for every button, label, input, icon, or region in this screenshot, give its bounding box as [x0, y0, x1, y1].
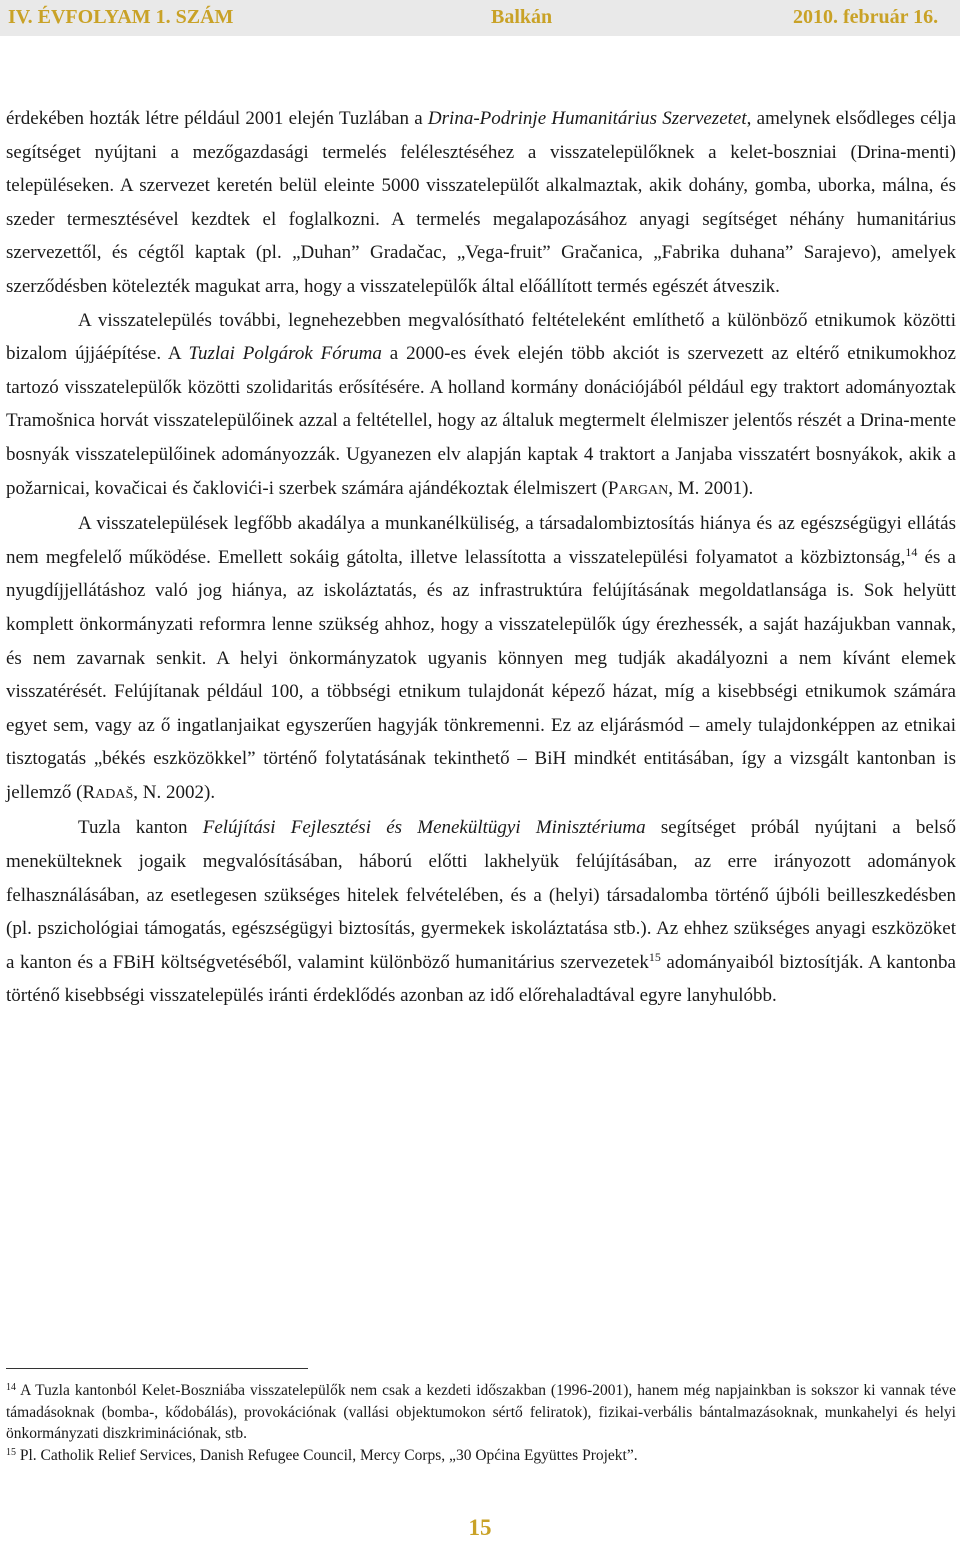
body-text [6, 102, 956, 1013]
header-journal: Balkán [491, 6, 553, 28]
header-date: 2010. február 16. [793, 6, 939, 28]
paragraph-3: A visszatelepülések legfőbb akadálya a munkanélküliség, a társadalombiztosítás hiánya és az egészségügyi ellátás nem megfelelő működése. Emellett sokáig gátolta, illetve lelassította a visszatelepülési folyamatot a közbiztonság,$^{14}$ és a nyugdíjjellátáshoz való jog hiánya, az iskoláztatás, és az infrastruktúra felújításának megoldatlansága is. Sok helyütt komplett önkormányzati reformra lenne szükség ahhoz, hogy a visszatelepülők úgy érezhessék, a saját hazájukban vannak, és nem zavarnak senkit. A helyi önkormányzatok ugyanis könnyen meg tudják akadályozni a nem kívánt elemek visszatérését. Felújítanak például 100, a többségi etnikum tulajdonát képező házat, míg a kisebbségi etnikumok számára egyet sem, vagy az ő ingatlanjaikat egyszerűen hagyják tönkremenni. Ez az eljárásmód – amely tulajdonképpen az etnikai tisztogatás „békés eszközökkel” történő folytatásának tekinthető – BiH mindkét entitásában, így a vizsgált kantonban is jellemző (RADAŠ, N. 2002). [6, 513, 956, 803]
emphasis: Tuzlai Polgárok Fóruma [188, 343, 382, 365]
page-number: 15 [468, 1515, 492, 1540]
footnotes [6, 1380, 956, 1466]
emphasis: Felújítási Fejlesztési és Menekültügyi Minisztériuma [202, 817, 646, 839]
paragraph-2: A visszatelepülés további, legnehezebben megvalósítható feltételeként említhető a különböző etnikumok közötti bizalom újjáépítése. A Tuzlai Polgárok Fóruma a 2000-es évek elején több akciót is szervezett az eltérő etnikumokhoz tartozó visszatelepülők közötti szolidaritás erősítésére. A holland kormány donációjából például egy traktort adományoztak Tramošnica horvát visszatelepülőinek azzal a feltétellel, hogy az általuk megtermelt élelmiszer jelentős részét a Drina-mente bosnyák visszatelepülőinek adományozzák. Ugyanezen elv alapján kaptak 4 traktort a Janjaba visszatért bosnyákok, akik a požarnicai, kovačicai és čaklovići-i szerbek számára ajándékoztak élelmiszert (PARGAN, M. 2001). [6, 309, 956, 499]
footnote-ref-14[interactable]: 14 [905, 544, 918, 559]
footnote-14: $^{14}$ A Tuzla kantonból Kelet-Boszniába visszatelepülők nem csak a kezdeti időszakban (1996-2001), hanem még napjainkban is sokszor ki vannak téve támadásoknak (bomba-, kődobálás), provokációnak (vallási objektumokon sértő feliratok), fizikai-verbális bántalmazásoknak, munkahelyi és helyi önkormányzati diszkriminációnak, stb. [6, 1382, 956, 1442]
paragraph-1: érdekében hozták létre például 2001 elején Tuzlában a Drina-Podrinje Humanitárius Szervezetet, amelynek elsődleges célja segítséget nyújtani a mezőgazdasági termelés felélesztéséhez a visszatelepülőknek a kelet-boszniai (Drina-menti) településeken. A szervezet keretén belül eleinte 5000 visszatelepülőt alkalmaztak, akik dohány, gomba, uborka, málna, és szeder termesztésével kezdtek el foglalkozni. A termelés megalapozásához anyagi segítséget néhány humanitárius szervezettől, és cégtől kaptak (pl. „Duhan” Gradačac, „Vega-fruit” Gračanica, „Fabrika duhana” Sarajevo), amelyek szerződésben kötelezték magukat arra, hogy a visszatelepülők által előállított termés egészét átveszik. [6, 108, 957, 297]
header-volume: IV. ÉVFOLYAM 1. SZÁM [8, 6, 234, 28]
running-header [0, 0, 960, 36]
footnote-ref-15[interactable]: 15 [648, 949, 661, 964]
footnote-15: $^{15}$ Pl. Catholik Relief Services, Danish Refugee Council, Mercy Corps, „30 Općina Együttes Projekt”. [6, 1446, 638, 1464]
emphasis: Drina-Podrinje Humanitárius Szervezetet [427, 108, 747, 129]
footnote-separator [6, 1368, 308, 1369]
paragraph-4: Tuzla kanton Felújítási Fejlesztési és Menekültügyi Minisztériuma segítséget próbál nyújtani a belső menekülteknek jogaik megvalósításában, háború előtti lakhelyük felújításában, az erre irányozott adományok felhasználásában, az esetlegesen szükséges hitelek felvételében, és a (helyi) társadalomba történő újbóli beilleszkedésben (pl. pszichológiai támogatás, egészségügyi biztosítás, gyermekek iskoláztatása stb.). Az ehhez szükséges anyagi eszközöket a kanton és a FBiH költségvetéséből, valamint különböző humanitárius szervezetek$^{15}$ adományaiból biztosítják. A kantonba történő kisebbségi visszatelepülés iránti érdeklődés azonban az idő előrehaladtával egyre lanyhulóbb. [6, 817, 956, 1007]
